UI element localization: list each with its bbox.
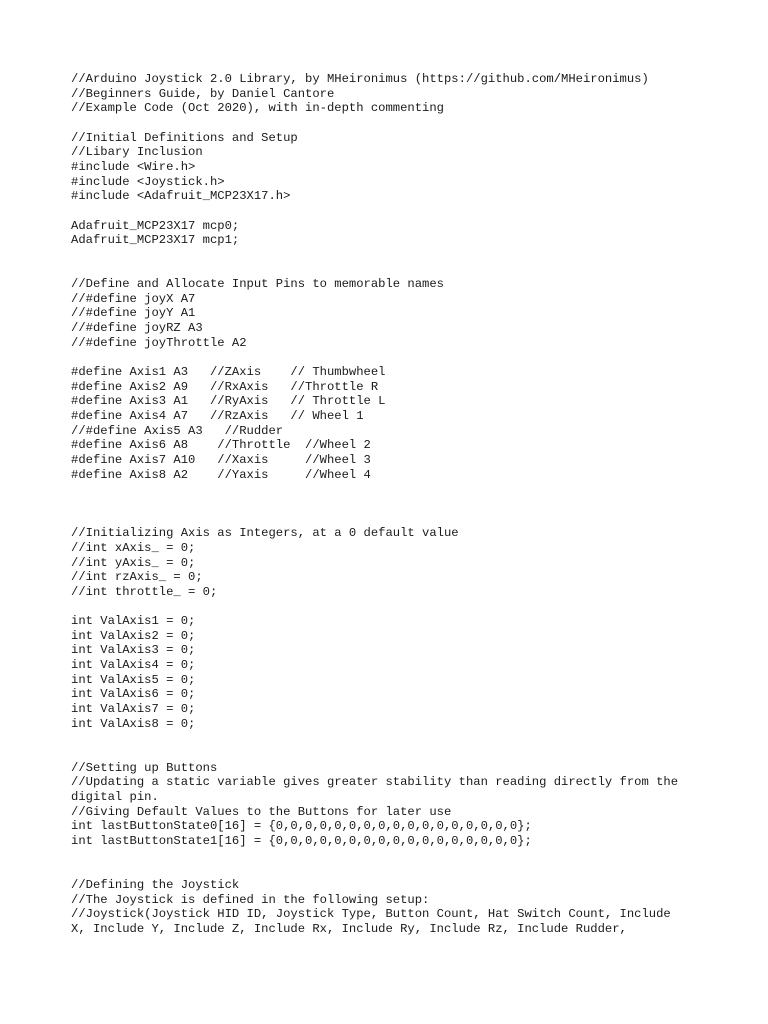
code-line: int ValAxis4 = 0; xyxy=(71,658,196,673)
code-line: Adafruit_MCP23X17 mcp1; xyxy=(71,233,240,248)
code-line: //#define joyRZ A3 xyxy=(71,321,203,336)
code-line: #include <Joystick.h> xyxy=(71,174,225,189)
code-line: int ValAxis7 = 0; xyxy=(71,702,196,717)
code-line: //Initializing Axis as Integers, at a 0 default value xyxy=(71,526,459,541)
code-line: //Defining the Joystick xyxy=(71,877,240,892)
code-line xyxy=(71,204,711,219)
code-line: Adafruit_MCP23X17 mcp0; xyxy=(71,218,240,233)
code-line xyxy=(71,497,711,512)
code-line: digital pin. xyxy=(71,789,159,804)
code-listing xyxy=(71,72,711,937)
code-line: int ValAxis3 = 0; xyxy=(71,643,196,658)
code-line: //int xAxis_ = 0; xyxy=(71,540,196,555)
code-line: int ValAxis6 = 0; xyxy=(71,687,196,702)
code-line: //#define joyThrottle A2 xyxy=(71,335,247,350)
code-line xyxy=(71,248,711,263)
code-line: #include <Adafruit_MCP23X17.h> xyxy=(71,189,291,204)
code-line: //Initial Definitions and Setup xyxy=(71,130,298,145)
code-line: //Joystick(Joystick HID ID, Joystick Type, Button Count, Hat Switch Count, Include xyxy=(71,907,671,922)
code-line xyxy=(71,746,711,761)
code-line: //Libary Inclusion xyxy=(71,145,203,160)
code-line: int ValAxis1 = 0; xyxy=(71,614,196,629)
code-line xyxy=(71,262,711,277)
code-line: //Updating a static variable gives greater stability than reading directly from the xyxy=(71,775,679,790)
code-line: int ValAxis2 = 0; xyxy=(71,628,196,643)
code-line: //Example Code (Oct 2020), with in-depth commenting xyxy=(71,101,444,116)
code-line: //#define joyY A1 xyxy=(71,306,196,321)
code-line xyxy=(71,116,711,131)
code-line: #define Axis6 A8 //Throttle //Wheel 2 xyxy=(71,438,371,453)
code-line xyxy=(71,600,711,615)
code-line: //Arduino Joystick 2.0 Library, by MHeironimus (https://github.com/MHeironimus) xyxy=(71,72,649,86)
code-line: //#define Axis5 A3 //Rudder xyxy=(71,423,284,438)
code-line: //Define and Allocate Input Pins to memorable names xyxy=(71,277,444,292)
code-line: #define Axis3 A1 //RyAxis // Throttle L xyxy=(71,394,386,409)
code-line xyxy=(71,512,711,527)
code-line: X, Include Y, Include Z, Include Rx, Include Ry, Include Rz, Include Rudder, xyxy=(71,921,627,936)
code-line xyxy=(71,482,711,497)
code-line: #define Axis2 A9 //RxAxis //Throttle R xyxy=(71,379,379,394)
code-line: int ValAxis5 = 0; xyxy=(71,672,196,687)
code-line: //int yAxis_ = 0; xyxy=(71,555,196,570)
code-line: int lastButtonState1[16] = {0,0,0,0,0,0,0,0,0,0,0,0,0,0,0,0,0}; xyxy=(71,833,532,848)
code-line xyxy=(71,863,711,878)
code-line: int lastButtonState0[16] = {0,0,0,0,0,0,0,0,0,0,0,0,0,0,0,0,0}; xyxy=(71,819,532,834)
code-line: #define Axis1 A3 //ZAxis // Thumbwheel xyxy=(71,365,386,380)
code-line: //Giving Default Values to the Buttons for later use xyxy=(71,804,452,819)
code-line: //The Joystick is defined in the following setup: xyxy=(71,892,430,907)
code-line xyxy=(71,731,711,746)
code-line: //Beginners Guide, by Daniel Cantore xyxy=(71,86,335,101)
code-line: #define Axis7 A10 //Xaxis //Wheel 3 xyxy=(71,452,371,467)
code-line: //int throttle_ = 0; xyxy=(71,584,218,599)
code-line: //int rzAxis_ = 0; xyxy=(71,570,203,585)
code-line: #define Axis8 A2 //Yaxis //Wheel 4 xyxy=(71,467,371,482)
code-line: int ValAxis8 = 0; xyxy=(71,716,196,731)
code-line: #include <Wire.h> xyxy=(71,159,196,174)
code-line xyxy=(71,849,711,864)
code-line: //Setting up Buttons xyxy=(71,760,218,775)
code-line xyxy=(71,350,711,365)
code-line: //#define joyX A7 xyxy=(71,291,196,306)
code-line: #define Axis4 A7 //RzAxis // Wheel 1 xyxy=(71,409,364,424)
